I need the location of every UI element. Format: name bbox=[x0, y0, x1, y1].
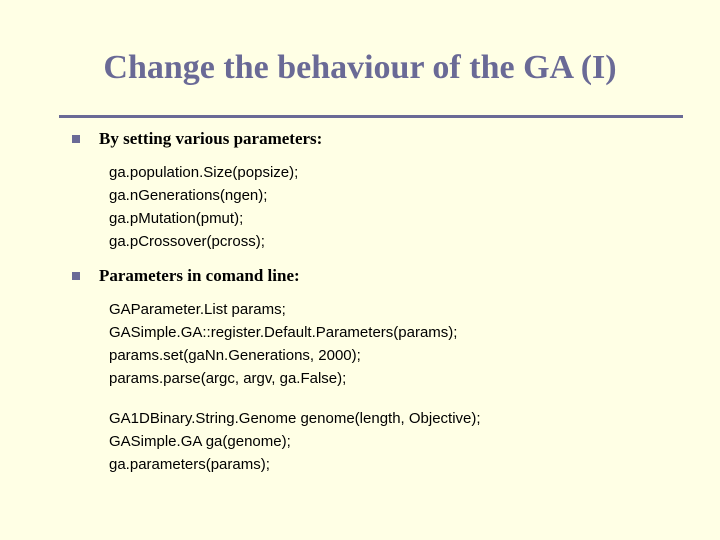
code-line: params.parse(argc, argv, ga.False); bbox=[109, 370, 347, 387]
code-line: GASimple.GA::register.Default.Parameters(params); bbox=[109, 324, 458, 341]
code-block-setters bbox=[109, 161, 298, 253]
code-line: ga.pMutation(pmut); bbox=[109, 210, 244, 227]
square-bullet-icon bbox=[72, 272, 80, 280]
code-block-params bbox=[109, 298, 457, 390]
code-line: GAParameter.List params; bbox=[109, 301, 286, 318]
bullet-text: Parameters in comand line: bbox=[99, 266, 300, 285]
bullet-text: By setting various parameters: bbox=[99, 129, 323, 148]
code-block-genome bbox=[109, 407, 481, 476]
slide-title: Change the behaviour of the GA (I) bbox=[103, 49, 617, 86]
code-line: ga.parameters(params); bbox=[109, 456, 270, 473]
code-line: GASimple.GA ga(genome); bbox=[109, 433, 291, 450]
title-divider bbox=[59, 115, 683, 118]
code-line: ga.population.Size(popsize); bbox=[109, 164, 299, 181]
code-line: ga.pCrossover(pcross); bbox=[109, 233, 265, 250]
code-line: GA1DBinary.String.Genome genome(length, Objective); bbox=[109, 410, 481, 427]
square-bullet-icon bbox=[72, 135, 80, 143]
code-line: params.set(gaNn.Generations, 2000); bbox=[109, 347, 361, 364]
code-line: ga.nGenerations(ngen); bbox=[109, 187, 268, 204]
